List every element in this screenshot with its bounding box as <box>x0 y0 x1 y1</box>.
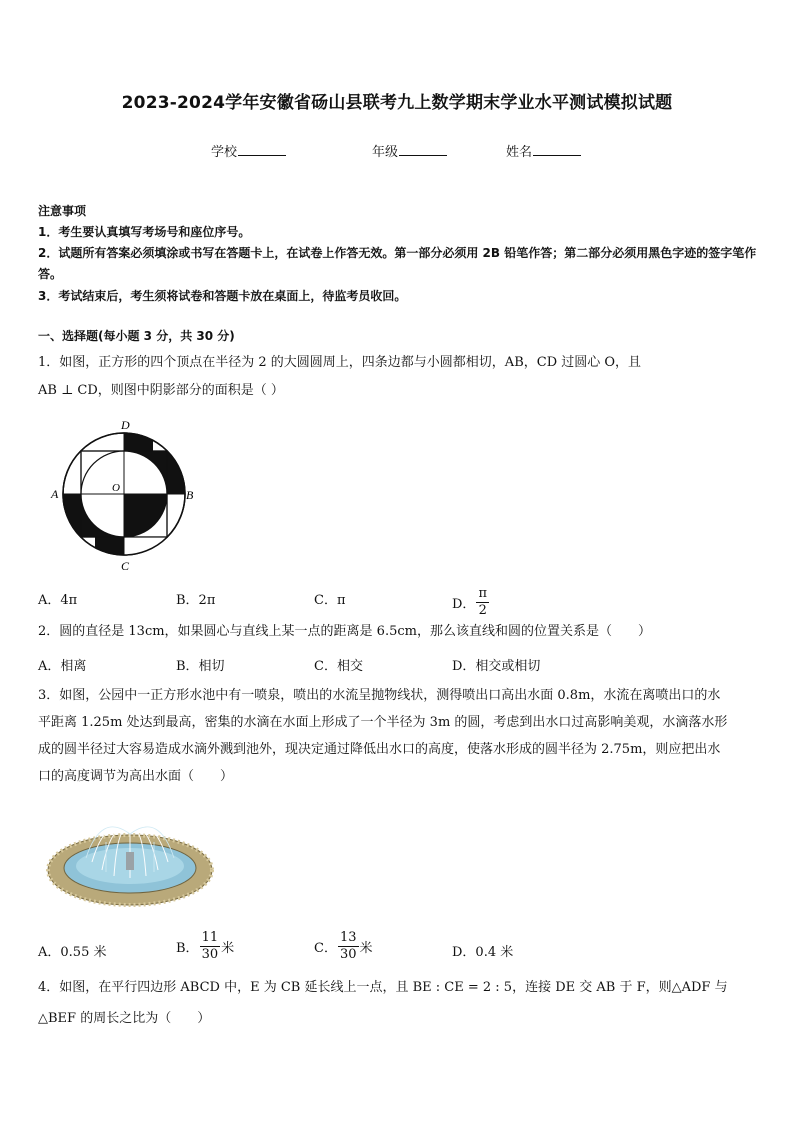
q3-option-b[interactable]: B． $\frac{11}{30}$ 米 <box>176 930 235 962</box>
q4-text-line2: △BEF 的周长之比为（ ） <box>38 1011 211 1026</box>
q1-label-D: D <box>121 418 130 432</box>
question-2 <box>38 618 760 646</box>
q2-text: 2．圆的直径是 13cm，如果圆心与直线上某一点的距离是 6.5cm，那么该直线和圆的位置关系是（ ） <box>38 624 651 639</box>
q1-option-d[interactable]: D． $\frac{\pi}{2}$ <box>452 586 487 618</box>
q3-option-d[interactable]: D．0.4 米 <box>452 945 514 960</box>
q2-option-d[interactable]: D．相交或相切 <box>452 659 541 674</box>
section1-title: 一、选择题(每小题 3 分，共 30 分) <box>38 329 235 343</box>
q3-fountain-image <box>46 812 214 908</box>
notice-heading: 注意事项 <box>38 204 87 218</box>
q1-text-line1: 1．如图，正方形的四个顶点在半径为 2 的大圆圆周上，四条边都与小圆都相切，AB，CD 过圆心 O，且 <box>38 355 642 370</box>
school-blank[interactable] <box>238 144 286 156</box>
q1-option-b[interactable]: B．2π <box>176 593 216 608</box>
notice-item-3: 3．考试结束后，考生须将试卷和答题卡放在桌面上，待监考员收回。 <box>38 289 407 303</box>
question-3 <box>38 682 760 790</box>
grade-blank[interactable] <box>399 144 447 156</box>
q3-text-line3: 成的圆半径过大容易造成水滴外溅到池外，现决定通过降低出水口的高度，使落水形成的圆半径为 2.75m，则应把出水 <box>38 742 721 757</box>
notice-item-2: 2．试题所有答案必须填涂或书写在答题卡上，在试卷上作答无效。第一部分必须用 2B 铅笔作答；第二部分必须用黑色字迹的签字笔作答。 <box>38 246 757 281</box>
q3-options <box>38 930 758 970</box>
q1-option-a[interactable]: A．4π <box>38 593 78 608</box>
q3-option-c[interactable]: C． $\frac{13}{30}$ 米 <box>314 930 373 962</box>
q1-text-line2: AB ⊥ CD，则图中阴影部分的面积是（ ） <box>38 383 284 398</box>
question-4 <box>38 972 760 1034</box>
q4-text-line1: 4．如图，在平行四边形 ABCD 中，E 为 CB 延长线上一点，且 BE : CE = 2 : 5，连接 DE 交 AB 于 F，则△ADF 与 <box>38 980 728 995</box>
q3-text-line1: 3．如图，公园中一正方形水池中有一喷泉，喷出的水流呈抛物线状，测得喷出口高出水面 0.8m，水流在离喷出口的水 <box>38 688 721 703</box>
grade-field <box>372 141 447 160</box>
q1-label-O: O <box>112 482 120 494</box>
grade-label: 年级 <box>372 145 399 160</box>
school-field <box>211 141 286 160</box>
school-label: 学校 <box>211 145 238 160</box>
q1-label-A: A <box>51 487 59 501</box>
q3-text-line2: 平距离 1.25m 处达到最高，密集的水滴在水面上形成了一个半径为 3m 的圆，考虑到出水口过高影响美观，水滴落水形 <box>38 715 728 730</box>
section-heading <box>38 326 760 347</box>
q1-shade-right <box>167 451 185 494</box>
q1-option-c[interactable]: C．π <box>314 593 346 608</box>
notice-item-1: 1．考生要认真填写考场号和座位序号。 <box>38 225 251 239</box>
q1-label-C: C <box>121 559 130 573</box>
q1-label-B: B <box>186 488 194 502</box>
q3-text-line4: 口的高度调节为高出水面（ ） <box>38 769 234 784</box>
name-field <box>506 141 581 160</box>
q2-options <box>38 655 758 677</box>
q2-option-a[interactable]: A．相离 <box>38 659 87 674</box>
name-blank[interactable] <box>533 144 581 156</box>
q2-option-b[interactable]: B．相切 <box>176 659 225 674</box>
name-label: 姓名 <box>506 145 533 160</box>
q1-shade-bottom <box>95 537 124 555</box>
q1-options <box>38 586 758 618</box>
q1-shade-top <box>124 433 153 451</box>
q1-shade-left <box>63 494 81 537</box>
q3-option-a[interactable]: A．0.55 米 <box>38 945 107 960</box>
notice-section <box>38 201 760 307</box>
page-title: 2023-2024学年安徽省砀山县联考九上数学期末学业水平测试模拟试题 <box>121 93 673 113</box>
q2-option-c[interactable]: C．相交 <box>314 659 363 674</box>
question-1 <box>38 349 760 405</box>
q1-figure <box>44 414 204 576</box>
